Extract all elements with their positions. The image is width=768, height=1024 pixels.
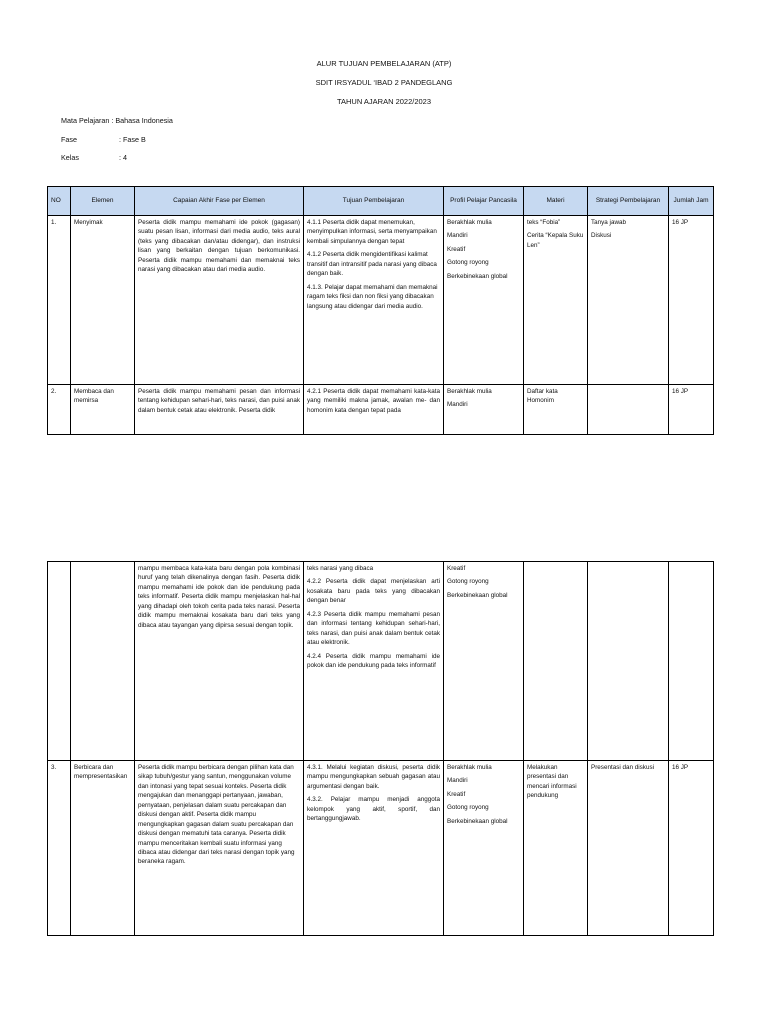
row3-capaian: Peserta didik mampu berbicara dengan pilihan kata dan sikap tubuh/gestur yang santun, menggunakan volume dan intonasi yang tepat sesuai konteks. Peserta didik mengajukan dan menanggapi pertanyaan, jawaban, pernyataan, penjelasan dalam suatu percakapan dan diskusi dengan aktif. Peserta didik mampu mengungkapkan gagasan dalam suatu percakapan dan diskusi dengan mematuhi tata caranya. Peserta didik mampu menceritakan kembali suatu informasi yang dibaca atau didengar dari teks narasi dengan topik yang beraneka ragam.	[135, 761, 304, 936]
profil-item: Berkebinekaan global	[447, 272, 508, 280]
col-materi: Materi	[524, 187, 588, 216]
strategi-item: Tanya jawab	[591, 219, 627, 226]
profil-item: Berkebinekaan global	[447, 817, 508, 825]
table-row	[48, 562, 714, 761]
profil-item: Mandiri	[447, 232, 468, 240]
kelas-label: Kelas	[61, 153, 79, 162]
row1-tp	[304, 216, 444, 385]
row3-profil	[444, 761, 524, 936]
strategi-item: Diskusi	[591, 232, 612, 240]
profil-item: Mandiri	[447, 777, 468, 785]
row2b-capaian: mampu membaca kata-kata baru dengan pola kombinasi huruf yang telah dikenalinya dengan fasih. Peserta didik mampu memahami ide pokok dan ide pendukung pada teks informatif. Peserta didik mampu menjelaskan hal-hal yang dihadapi oleh tokoh cerita pada teks narasi. Peserta didik mampu memaknai kosakata baru dari teks yang dibaca atau tayangan yang dipirsa sesuai dengan topik.	[135, 562, 304, 761]
doc-title: ALUR TUJUAN PEMBELAJARAN (ATP)	[316, 59, 452, 68]
profil-item: Kreatif	[447, 565, 466, 572]
tp-item: 4.1.3. Pelajar dapat memahami dan memaknai ragam teks fiksi dan non fiksi yang dibacakan langsung atau didengar dari media audio.	[307, 283, 438, 310]
mapel-line: Mata Pelajaran : Bahasa Indonesia	[61, 116, 173, 125]
row2b-elemen	[71, 562, 135, 761]
tp-item: 4.2.3 Peserta didik mampu memahami pesan dan informasi tentang kehidupan sehari-hari, teks narasi, dan puisi anak dalam bentuk cetak atau elektronik.	[307, 610, 440, 647]
row3-materi: Melakukan presentasi dan mencari informasi pendukung	[524, 761, 588, 936]
profil-item: Berakhlak mulia	[447, 219, 492, 226]
tp-item: teks narasi yang dibaca	[307, 565, 374, 572]
row2-capaian: Peserta didik mampu memahami pesan dan informasi tentang kehidupan sehari-hari, teks narasi, dan puisi anak dalam bentuk cetak atau elektronik. Peserta didik	[135, 385, 304, 435]
row2b-materi	[524, 562, 588, 761]
tp-item: 4.1.2 Peserta didik mengidentifikasi kalimat transitif dan intransitif pada narasi yang dibaca dengan baik.	[307, 251, 437, 278]
row1-no: 1.	[48, 216, 71, 385]
fase-value: : Fase B	[119, 135, 146, 144]
profil-item: Gotong royong	[447, 578, 489, 586]
tp-item: 4.2.4 Peserta didik mampu memahami ide pokok dan ide pendukung pada teks informatif	[307, 652, 440, 669]
row2-strategi	[588, 385, 669, 435]
profil-item: Berakhlak mulia	[447, 764, 492, 771]
atp-table-part2	[47, 561, 714, 936]
row2b-tp	[304, 562, 444, 761]
row2-jam: 16 JP	[669, 385, 714, 435]
table-header-row	[48, 187, 714, 216]
row3-elemen: Berbicara dan mempresentasikan	[71, 761, 135, 936]
col-elemen: Elemen	[71, 187, 135, 216]
row1-strategi	[588, 216, 669, 385]
col-profil: Profil Pelajar Pancasila	[444, 187, 524, 216]
profil-item: Mandiri	[447, 401, 468, 409]
profil-item: Gotong royong	[447, 259, 489, 267]
row3-strategi: Presentasi dan diskusi	[588, 761, 669, 936]
row2-tp: 4.2.1 Peserta didik dapat memahami kata-kata yang memiliki makna jamak, awalan me- dan homonim kata dengan tepat pada	[304, 385, 444, 435]
table-row	[48, 216, 714, 385]
row2-no: 2.	[48, 385, 71, 435]
profil-item: Gotong royong	[447, 804, 489, 812]
table-row	[48, 385, 714, 435]
row2-materi: Daftar kata Homonim	[524, 385, 588, 435]
school-name: SDIT IRSYADUL ‘IBAD 2 PANDEGLANG	[315, 78, 453, 87]
table-row	[48, 761, 714, 936]
row2-profil	[444, 385, 524, 435]
col-tujuan: Tujuan Pembelajaran	[304, 187, 444, 216]
materi-item: teks “Fobia”	[527, 219, 561, 226]
row1-materi	[524, 216, 588, 385]
profil-item: Berakhlak mulia	[447, 388, 492, 395]
kelas-value: : 4	[119, 153, 127, 162]
row3-no: 3.	[48, 761, 71, 936]
row2-elemen: Membaca dan memirsa	[71, 385, 135, 435]
col-no: NO	[48, 187, 71, 216]
row2b-jam	[669, 562, 714, 761]
fase-label: Fase	[61, 135, 77, 144]
profil-item: Kreatif	[447, 245, 466, 253]
school-year: TAHUN AJARAN 2022/2023	[336, 97, 432, 106]
row1-capaian: Peserta didik mampu memahami ide pokok (gagasan) suatu pesan lisan, informasi dari media audio, teks aural (teks yang dibacakan dan/atau didengar), dan instruksi lisan yang berkaitan dengan tujuan berkomunikasi. Peserta didik mampu memahami dan memaknai teks narasi yang dibacakan atau dari media audio.	[135, 216, 304, 385]
materi-item: Cerita “Kepala Suku Len”	[527, 232, 584, 249]
tp-item: 4.3.2. Pelajar mampu menjadi anggota kelompok yang aktif, sportif, dan bertanggungjawab.	[307, 796, 440, 823]
profil-item: Kreatif	[447, 790, 466, 798]
atp-table-part1	[47, 186, 714, 435]
tp-item: 4.3.1. Melalui kegiatan diskusi, peserta didik mampu mengungkapkan sebuah gagasan atau argumentasi dengan baik.	[307, 764, 440, 790]
row3-tp	[304, 761, 444, 936]
row1-profil	[444, 216, 524, 385]
row2b-strategi	[588, 562, 669, 761]
col-capaian: Capaian Akhir Fase per Elemen	[135, 187, 304, 216]
row3-jam: 16 JP	[669, 761, 714, 936]
row2b-no	[48, 562, 71, 761]
col-strategi: Strategi Pembelajaran	[588, 187, 669, 216]
row2b-profil	[444, 562, 524, 761]
profil-item: Berkebinekaan global	[447, 591, 508, 599]
row1-jam: 16 JP	[669, 216, 714, 385]
tp-item: 4.2.2 Peserta didik dapat menjelaskan arti kosakata baru pada teks yang dibacakan dengan benar	[307, 578, 440, 605]
fase-line	[61, 135, 146, 144]
col-jam: Jumlah Jam	[669, 187, 714, 216]
row1-elemen: Menyimak	[71, 216, 135, 385]
kelas-line	[61, 153, 127, 162]
tp-item: 4.1.1 Peserta didik dapat menemukan, menyimpulkan informasi, serta menyampaikan kembali simpulannya dengan tepat	[307, 219, 437, 245]
